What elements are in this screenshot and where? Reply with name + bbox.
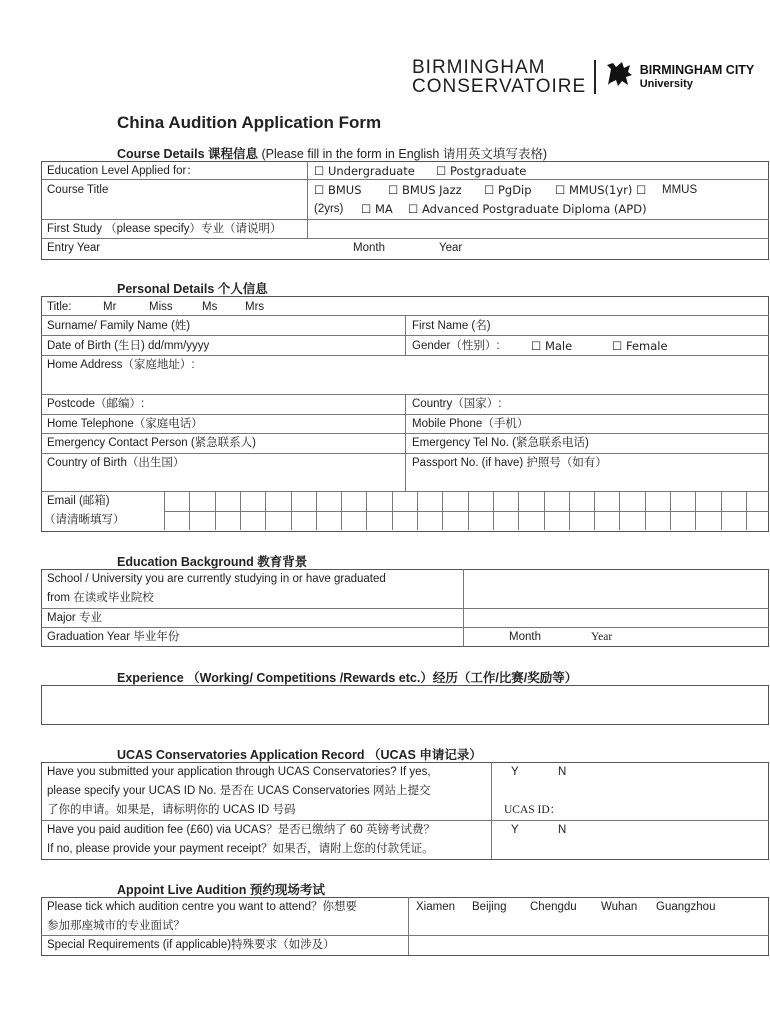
email-grid-line (594, 491, 595, 530)
entry-month-field[interactable]: Month (353, 242, 385, 254)
surname-label: Surname/ Family Name (姓) (47, 320, 191, 332)
passport-label: Passport No. (if have) 护照号（如有） (412, 457, 607, 469)
title-option-mr[interactable]: Mr (103, 301, 117, 313)
email-grid-line (366, 491, 367, 530)
course-details-note: (Please fill in the form in English 请用英文填写表格) (261, 147, 547, 161)
entry-year-label: Entry Year (47, 242, 101, 254)
school-label: School / University you are currently studying in or have graduated (47, 573, 386, 585)
graduation-month-field[interactable]: Month (509, 631, 541, 643)
centre-option-chengdu[interactable]: Chengdu (530, 901, 577, 913)
email-grid-line (670, 491, 671, 530)
email-grid-line (240, 491, 241, 530)
email-grid-line (645, 491, 646, 530)
logo-divider (594, 60, 596, 94)
ucas-question-1-cont: please specify your UCAS ID No. 是否在 UCAS Conservatories 网站上提交 (47, 785, 431, 797)
gender-label: Gender（性别）: (412, 340, 500, 352)
graduation-year-label: Graduation Year 毕业年份 (47, 631, 180, 643)
title-option-ms[interactable]: Ms (202, 301, 218, 313)
experience-field[interactable] (41, 685, 769, 725)
email-grid-line (695, 491, 696, 530)
email-grid-line (417, 491, 418, 530)
ucas-submitted-no[interactable]: N (558, 766, 567, 778)
emergency-contact-label: Emergency Contact Person (紧急联系人) (47, 437, 256, 449)
email-grid-line (746, 491, 747, 530)
undergraduate-checkbox[interactable]: ☐ Undergraduate (314, 164, 415, 178)
centre-option-beijing[interactable]: Beijing (472, 901, 507, 913)
country-label: Country（国家）: (412, 398, 502, 410)
ucas-question-1: Have you submitted your application through UCAS Conservatories? If yes, (47, 766, 431, 778)
page-title: China Audition Application Form (117, 113, 382, 132)
country-of-birth-label: Country of Birth（出生国） (47, 457, 185, 469)
title-option-mrs[interactable]: Mrs (245, 301, 265, 313)
fee-paid-no[interactable]: N (558, 824, 567, 836)
bmus-checkbox[interactable]: ☐ BMUS (314, 183, 362, 197)
mmus-2yr-label: MMUS (662, 184, 698, 196)
dob-label: Date of Birth (生日) dd/mm/yyyy (47, 340, 210, 352)
ucas-question-2: Have you paid audition fee (£60) via UCAS？是否已缴纳了 60 英镑考试费？ (47, 824, 435, 836)
email-grid-line (721, 491, 722, 530)
university-wordmark: BIRMINGHAM CITY University (639, 63, 755, 90)
email-grid-line (518, 491, 519, 530)
special-requirements-label: Special Requirements (if applicable)特殊要求（如涉及） (47, 939, 335, 951)
email-label: Email (邮箱) (47, 495, 110, 507)
conservatoire-wordmark: BIRMINGHAM CONSERVATOIRE (412, 57, 587, 97)
postcode-label: Postcode（邮编）: (47, 398, 145, 410)
home-address-label: Home Address（家庭地址）: (47, 359, 195, 371)
postgraduate-checkbox[interactable]: ☐ Postgraduate (436, 164, 527, 178)
pgdip-checkbox[interactable]: ☐ PgDip (484, 183, 532, 197)
bmus-jazz-checkbox[interactable]: ☐ BMUS Jazz (388, 183, 462, 197)
ucas-heading: UCAS Conservatories Application Record （UCAS 申请记录） (117, 748, 482, 762)
audition-heading: Appoint Live Audition 预约现场考试 (117, 883, 325, 897)
email-grid-line (392, 491, 393, 530)
lion-icon (604, 59, 634, 96)
mobile-phone-label: Mobile Phone（手机） (412, 418, 529, 430)
email-grid-line (316, 491, 317, 530)
email-grid-line (215, 491, 216, 530)
entry-year-field[interactable]: Year (439, 242, 463, 254)
special-requirements-field[interactable] (409, 936, 766, 954)
course-details-heading: Course Details 课程信息 (Please fill in the form in English 请用英文填写表格) (117, 147, 547, 161)
course-title-label: Course Title (47, 184, 109, 196)
ma-checkbox[interactable]: ☐ MA (361, 202, 393, 216)
major-label: Major 专业 (47, 612, 102, 624)
home-telephone-label: Home Telephone（家庭电话） (47, 418, 203, 430)
audition-centre-label: Please tick which audition centre you want to attend？你想要 (47, 901, 358, 913)
email-grid-line (569, 491, 570, 530)
audition-centre-label-cont: 参加那座城市的专业面试？ (47, 920, 185, 932)
centre-option-xiamen[interactable]: Xiamen (416, 901, 455, 913)
first-name-label: First Name (名) (412, 320, 491, 332)
experience-heading: Experience （Working/ Competitions /Rewards etc.）经历（工作/比赛/奖励等） (117, 671, 578, 685)
mmus-2yr-suffix: (2yrs) (314, 203, 344, 215)
graduation-year-field[interactable]: Year (591, 631, 613, 643)
first-study-label: First Study （please specify）专业（请说明） (47, 223, 282, 235)
centre-option-wuhan[interactable]: Wuhan (601, 901, 638, 913)
female-checkbox[interactable]: ☐ Female (612, 339, 668, 353)
email-grid-line (341, 491, 342, 530)
logo (412, 58, 754, 96)
ucas-question-2-cont: If no, please provide your payment receipt？如果否，请附上您的付款凭证。 (47, 843, 434, 855)
male-checkbox[interactable]: ☐ Male (531, 339, 573, 353)
title-option-miss[interactable]: Miss (149, 301, 173, 313)
email-grid-line (189, 491, 190, 530)
ucas-question-1-cont-2: 了你的申请。如果是，请标明你的 UCAS ID 号码 (47, 804, 296, 816)
email-grid-line (442, 491, 443, 530)
email-grid-line (544, 491, 545, 530)
school-label-cont: from 在读或毕业院校 (47, 592, 154, 604)
email-grid-line (493, 491, 494, 530)
personal-details-heading: Personal Details 个人信息 (117, 282, 268, 296)
ucas-id-field[interactable]: UCAS ID： (504, 804, 562, 816)
email-grid-line (265, 491, 266, 530)
apd-checkbox[interactable]: ☐ Advanced Postgraduate Diploma (APD) (408, 202, 647, 216)
education-background-heading: Education Background 教育背景 (117, 555, 308, 569)
emergency-tel-label: Emergency Tel No. (紧急联系电话) (412, 437, 589, 449)
email-grid-line (619, 491, 620, 530)
email-grid-line (468, 491, 469, 530)
ucas-submitted-yes[interactable]: Y (511, 766, 519, 778)
centre-option-guangzhou[interactable]: Guangzhou (656, 901, 716, 913)
email-note: （请清晰填写） (44, 514, 125, 526)
education-level-label: Education Level Applied for： (47, 165, 198, 177)
title-label: Title: (47, 301, 72, 313)
fee-paid-yes[interactable]: Y (511, 824, 519, 836)
email-grid-line (291, 491, 292, 530)
first-study-field[interactable] (308, 220, 766, 238)
mmus-1yr-checkbox[interactable]: ☐ MMUS(1yr) ☐ (555, 183, 647, 197)
email-grid-line (164, 491, 165, 530)
